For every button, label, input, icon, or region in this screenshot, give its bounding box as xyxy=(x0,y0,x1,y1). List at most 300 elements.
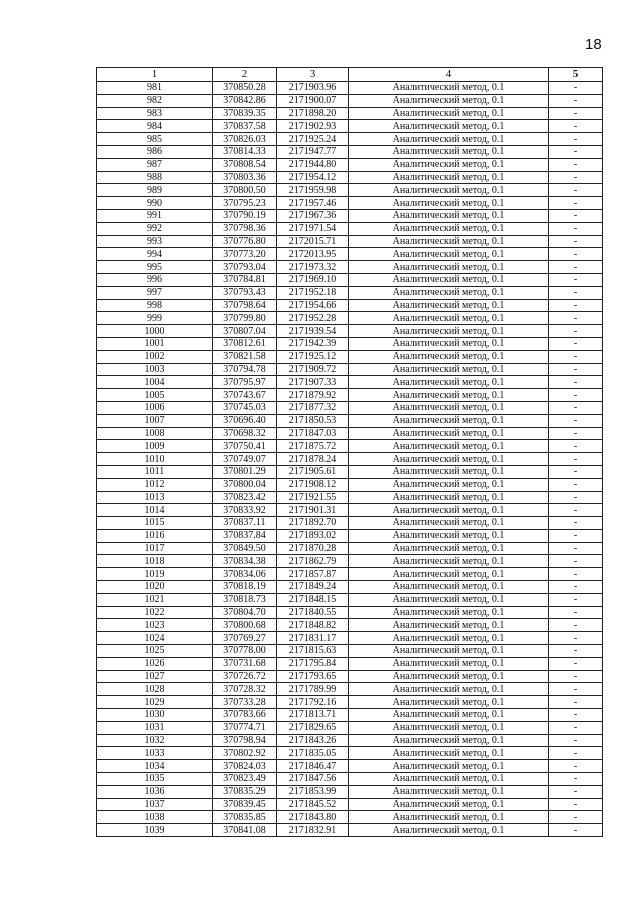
method-cell: Аналитический метод, 0.1 xyxy=(349,312,549,325)
error-cell: - xyxy=(549,555,603,568)
x-coordinate-cell: 370850.28 xyxy=(213,82,277,95)
error-cell: - xyxy=(549,760,603,773)
error-cell: - xyxy=(549,401,603,414)
y-coordinate-cell: 2171849.24 xyxy=(277,581,349,594)
x-coordinate-cell: 370834.38 xyxy=(213,555,277,568)
x-coordinate-cell: 370835.85 xyxy=(213,811,277,824)
method-cell: Аналитический метод, 0.1 xyxy=(349,606,549,619)
error-cell: - xyxy=(549,325,603,338)
y-coordinate-cell: 2171857.87 xyxy=(277,568,349,581)
method-cell: Аналитический метод, 0.1 xyxy=(349,517,549,530)
table-row xyxy=(97,133,603,146)
y-coordinate-cell: 2171973.32 xyxy=(277,261,349,274)
x-coordinate-cell: 370773.20 xyxy=(213,248,277,261)
method-cell: Аналитический метод, 0.1 xyxy=(349,414,549,427)
table-row xyxy=(97,683,603,696)
y-coordinate-cell: 2171878.24 xyxy=(277,453,349,466)
table-row xyxy=(97,312,603,325)
error-cell: - xyxy=(549,504,603,517)
method-cell: Аналитический метод, 0.1 xyxy=(349,376,549,389)
method-cell: Аналитический метод, 0.1 xyxy=(349,504,549,517)
table-row xyxy=(97,747,603,760)
error-cell: - xyxy=(549,312,603,325)
method-cell: Аналитический метод, 0.1 xyxy=(349,581,549,594)
method-cell: Аналитический метод, 0.1 xyxy=(349,478,549,491)
table-row xyxy=(97,325,603,338)
point-number-cell: 1026 xyxy=(97,657,213,670)
method-cell: Аналитический метод, 0.1 xyxy=(349,657,549,670)
point-number-cell: 1005 xyxy=(97,389,213,402)
x-coordinate-cell: 370795.97 xyxy=(213,376,277,389)
x-coordinate-cell: 370794.78 xyxy=(213,363,277,376)
method-cell: Аналитический метод, 0.1 xyxy=(349,158,549,171)
table-row xyxy=(97,478,603,491)
y-coordinate-cell: 2171954.12 xyxy=(277,171,349,184)
table-row xyxy=(97,389,603,402)
y-coordinate-cell: 2171845.52 xyxy=(277,798,349,811)
y-coordinate-cell: 2171848.15 xyxy=(277,593,349,606)
method-cell: Аналитический метод, 0.1 xyxy=(349,120,549,133)
method-cell: Аналитический метод, 0.1 xyxy=(349,235,549,248)
method-cell: Аналитический метод, 0.1 xyxy=(349,171,549,184)
method-cell: Аналитический метод, 0.1 xyxy=(349,145,549,158)
x-coordinate-cell: 370800.04 xyxy=(213,478,277,491)
method-cell: Аналитический метод, 0.1 xyxy=(349,619,549,632)
y-coordinate-cell: 2171847.56 xyxy=(277,773,349,786)
y-coordinate-cell: 2171835.05 xyxy=(277,747,349,760)
x-coordinate-cell: 370823.49 xyxy=(213,773,277,786)
point-number-cell: 984 xyxy=(97,120,213,133)
point-number-cell: 1027 xyxy=(97,670,213,683)
x-coordinate-cell: 370728.32 xyxy=(213,683,277,696)
table-row xyxy=(97,94,603,107)
x-coordinate-cell: 370783.66 xyxy=(213,709,277,722)
y-coordinate-cell: 2171957.46 xyxy=(277,197,349,210)
table-row xyxy=(97,299,603,312)
x-coordinate-cell: 370826.03 xyxy=(213,133,277,146)
x-coordinate-cell: 370776.80 xyxy=(213,235,277,248)
x-coordinate-cell: 370842.86 xyxy=(213,94,277,107)
method-cell: Аналитический метод, 0.1 xyxy=(349,350,549,363)
y-coordinate-cell: 2171843.26 xyxy=(277,734,349,747)
method-cell: Аналитический метод, 0.1 xyxy=(349,453,549,466)
x-coordinate-cell: 370798.36 xyxy=(213,222,277,235)
method-cell: Аналитический метод, 0.1 xyxy=(349,299,549,312)
point-number-cell: 982 xyxy=(97,94,213,107)
y-coordinate-cell: 2171862.79 xyxy=(277,555,349,568)
x-coordinate-cell: 370784.81 xyxy=(213,273,277,286)
x-coordinate-cell: 370698.32 xyxy=(213,427,277,440)
method-cell: Аналитический метод, 0.1 xyxy=(349,286,549,299)
table-row xyxy=(97,619,603,632)
x-coordinate-cell: 370774.71 xyxy=(213,721,277,734)
x-coordinate-cell: 370834.06 xyxy=(213,568,277,581)
point-number-cell: 987 xyxy=(97,158,213,171)
y-coordinate-cell: 2171971.54 xyxy=(277,222,349,235)
method-cell: Аналитический метод, 0.1 xyxy=(349,670,549,683)
x-coordinate-cell: 370790.19 xyxy=(213,209,277,222)
method-cell: Аналитический метод, 0.1 xyxy=(349,401,549,414)
error-cell: - xyxy=(549,171,603,184)
x-coordinate-cell: 370793.04 xyxy=(213,261,277,274)
table-row xyxy=(97,696,603,709)
x-coordinate-cell: 370769.27 xyxy=(213,632,277,645)
point-number-cell: 1008 xyxy=(97,427,213,440)
error-cell: - xyxy=(549,811,603,824)
point-number-cell: 1033 xyxy=(97,747,213,760)
point-number-cell: 989 xyxy=(97,184,213,197)
table-row xyxy=(97,555,603,568)
y-coordinate-cell: 2172015.71 xyxy=(277,235,349,248)
method-cell: Аналитический метод, 0.1 xyxy=(349,811,549,824)
table-row xyxy=(97,581,603,594)
y-coordinate-cell: 2171848.82 xyxy=(277,619,349,632)
error-cell: - xyxy=(549,657,603,670)
method-cell: Аналитический метод, 0.1 xyxy=(349,248,549,261)
table-row xyxy=(97,209,603,222)
table-row xyxy=(97,491,603,504)
method-cell: Аналитический метод, 0.1 xyxy=(349,645,549,658)
method-cell: Аналитический метод, 0.1 xyxy=(349,133,549,146)
x-coordinate-cell: 370733.28 xyxy=(213,696,277,709)
y-coordinate-cell: 2171908.12 xyxy=(277,478,349,491)
x-coordinate-cell: 370803.36 xyxy=(213,171,277,184)
y-coordinate-cell: 2171831.17 xyxy=(277,632,349,645)
x-coordinate-cell: 370801.29 xyxy=(213,465,277,478)
error-cell: - xyxy=(549,133,603,146)
table-row xyxy=(97,235,603,248)
point-number-cell: 1017 xyxy=(97,542,213,555)
x-coordinate-cell: 370812.61 xyxy=(213,337,277,350)
point-number-cell: 995 xyxy=(97,261,213,274)
error-cell: - xyxy=(549,350,603,363)
table-row xyxy=(97,760,603,773)
x-coordinate-cell: 370814.33 xyxy=(213,145,277,158)
point-number-cell: 1031 xyxy=(97,721,213,734)
table-row xyxy=(97,363,603,376)
y-coordinate-cell: 2171959.98 xyxy=(277,184,349,197)
y-coordinate-cell: 2171903.96 xyxy=(277,82,349,95)
point-number-cell: 985 xyxy=(97,133,213,146)
method-cell: Аналитический метод, 0.1 xyxy=(349,760,549,773)
x-coordinate-cell: 370745.03 xyxy=(213,401,277,414)
error-cell: - xyxy=(549,440,603,453)
error-cell: - xyxy=(549,94,603,107)
header-cell-4: 4 xyxy=(349,68,549,82)
table-row xyxy=(97,107,603,120)
header-cell-2: 2 xyxy=(213,68,277,82)
x-coordinate-cell: 370804.70 xyxy=(213,606,277,619)
error-cell: - xyxy=(549,248,603,261)
table-body xyxy=(97,82,603,837)
table-row xyxy=(97,657,603,670)
x-coordinate-cell: 370726.72 xyxy=(213,670,277,683)
x-coordinate-cell: 370835.29 xyxy=(213,785,277,798)
method-cell: Аналитический метод, 0.1 xyxy=(349,222,549,235)
method-cell: Аналитический метод, 0.1 xyxy=(349,465,549,478)
table-row xyxy=(97,606,603,619)
x-coordinate-cell: 370818.73 xyxy=(213,593,277,606)
point-number-cell: 1019 xyxy=(97,568,213,581)
table-row xyxy=(97,465,603,478)
method-cell: Аналитический метод, 0.1 xyxy=(349,325,549,338)
point-number-cell: 1018 xyxy=(97,555,213,568)
y-coordinate-cell: 2171870.28 xyxy=(277,542,349,555)
point-number-cell: 998 xyxy=(97,299,213,312)
x-coordinate-cell: 370731.68 xyxy=(213,657,277,670)
table-row xyxy=(97,273,603,286)
y-coordinate-cell: 2171907.33 xyxy=(277,376,349,389)
x-coordinate-cell: 370837.84 xyxy=(213,529,277,542)
table-row xyxy=(97,337,603,350)
error-cell: - xyxy=(549,529,603,542)
y-coordinate-cell: 2171898.20 xyxy=(277,107,349,120)
y-coordinate-cell: 2171795.84 xyxy=(277,657,349,670)
table-row xyxy=(97,82,603,95)
y-coordinate-cell: 2171815.63 xyxy=(277,645,349,658)
header-cell-1: 1 xyxy=(97,68,213,82)
method-cell: Аналитический метод, 0.1 xyxy=(349,747,549,760)
point-number-cell: 1022 xyxy=(97,606,213,619)
y-coordinate-cell: 2171925.24 xyxy=(277,133,349,146)
x-coordinate-cell: 370837.58 xyxy=(213,120,277,133)
table-row xyxy=(97,568,603,581)
point-number-cell: 1000 xyxy=(97,325,213,338)
y-coordinate-cell: 2171792.16 xyxy=(277,696,349,709)
y-coordinate-cell: 2171947.77 xyxy=(277,145,349,158)
x-coordinate-cell: 370807.04 xyxy=(213,325,277,338)
y-coordinate-cell: 2171847.03 xyxy=(277,427,349,440)
table-row xyxy=(97,504,603,517)
point-number-cell: 1012 xyxy=(97,478,213,491)
x-coordinate-cell: 370799.80 xyxy=(213,312,277,325)
error-cell: - xyxy=(549,337,603,350)
error-cell: - xyxy=(549,299,603,312)
method-cell: Аналитический метод, 0.1 xyxy=(349,184,549,197)
point-number-cell: 1039 xyxy=(97,824,213,837)
table-row xyxy=(97,184,603,197)
error-cell: - xyxy=(549,222,603,235)
point-number-cell: 992 xyxy=(97,222,213,235)
point-number-cell: 1004 xyxy=(97,376,213,389)
y-coordinate-cell: 2171840.55 xyxy=(277,606,349,619)
method-cell: Аналитический метод, 0.1 xyxy=(349,197,549,210)
x-coordinate-cell: 370793.43 xyxy=(213,286,277,299)
method-cell: Аналитический метод, 0.1 xyxy=(349,568,549,581)
error-cell: - xyxy=(549,721,603,734)
error-cell: - xyxy=(549,606,603,619)
x-coordinate-cell: 370823.42 xyxy=(213,491,277,504)
error-cell: - xyxy=(549,645,603,658)
error-cell: - xyxy=(549,261,603,274)
x-coordinate-cell: 370800.50 xyxy=(213,184,277,197)
table-row xyxy=(97,670,603,683)
table-row xyxy=(97,158,603,171)
table-row xyxy=(97,632,603,645)
y-coordinate-cell: 2171905.61 xyxy=(277,465,349,478)
x-coordinate-cell: 370833.92 xyxy=(213,504,277,517)
table-row xyxy=(97,350,603,363)
table-row xyxy=(97,427,603,440)
x-coordinate-cell: 370837.11 xyxy=(213,517,277,530)
error-cell: - xyxy=(549,376,603,389)
table-row xyxy=(97,734,603,747)
point-number-cell: 1034 xyxy=(97,760,213,773)
x-coordinate-cell: 370802.92 xyxy=(213,747,277,760)
table-row xyxy=(97,376,603,389)
table-row xyxy=(97,145,603,158)
method-cell: Аналитический метод, 0.1 xyxy=(349,824,549,837)
y-coordinate-cell: 2171846.47 xyxy=(277,760,349,773)
method-cell: Аналитический метод, 0.1 xyxy=(349,389,549,402)
table-row xyxy=(97,120,603,133)
point-number-cell: 1035 xyxy=(97,773,213,786)
table-row xyxy=(97,401,603,414)
error-cell: - xyxy=(549,235,603,248)
y-coordinate-cell: 2171944.80 xyxy=(277,158,349,171)
point-number-cell: 1028 xyxy=(97,683,213,696)
point-number-cell: 999 xyxy=(97,312,213,325)
point-number-cell: 1024 xyxy=(97,632,213,645)
point-number-cell: 1009 xyxy=(97,440,213,453)
error-cell: - xyxy=(549,683,603,696)
y-coordinate-cell: 2171939.54 xyxy=(277,325,349,338)
error-cell: - xyxy=(549,363,603,376)
y-coordinate-cell: 2171879.92 xyxy=(277,389,349,402)
table-row xyxy=(97,645,603,658)
method-cell: Аналитический метод, 0.1 xyxy=(349,555,549,568)
point-number-cell: 1013 xyxy=(97,491,213,504)
method-cell: Аналитический метод, 0.1 xyxy=(349,337,549,350)
point-number-cell: 988 xyxy=(97,171,213,184)
point-number-cell: 991 xyxy=(97,209,213,222)
method-cell: Аналитический метод, 0.1 xyxy=(349,491,549,504)
point-number-cell: 1037 xyxy=(97,798,213,811)
error-cell: - xyxy=(549,197,603,210)
x-coordinate-cell: 370778.00 xyxy=(213,645,277,658)
header-cell-3: 3 xyxy=(277,68,349,82)
y-coordinate-cell: 2171952.18 xyxy=(277,286,349,299)
method-cell: Аналитический метод, 0.1 xyxy=(349,363,549,376)
y-coordinate-cell: 2171892.70 xyxy=(277,517,349,530)
table-row xyxy=(97,709,603,722)
error-cell: - xyxy=(549,158,603,171)
point-number-cell: 983 xyxy=(97,107,213,120)
table-row xyxy=(97,414,603,427)
method-cell: Аналитический метод, 0.1 xyxy=(349,721,549,734)
y-coordinate-cell: 2171832.91 xyxy=(277,824,349,837)
error-cell: - xyxy=(549,120,603,133)
error-cell: - xyxy=(549,696,603,709)
method-cell: Аналитический метод, 0.1 xyxy=(349,273,549,286)
table-row xyxy=(97,542,603,555)
method-cell: Аналитический метод, 0.1 xyxy=(349,773,549,786)
table-row xyxy=(97,453,603,466)
error-cell: - xyxy=(549,785,603,798)
point-number-cell: 997 xyxy=(97,286,213,299)
error-cell: - xyxy=(549,209,603,222)
error-cell: - xyxy=(549,286,603,299)
error-cell: - xyxy=(549,107,603,120)
point-number-cell: 981 xyxy=(97,82,213,95)
y-coordinate-cell: 2171850.53 xyxy=(277,414,349,427)
error-cell: - xyxy=(549,568,603,581)
y-coordinate-cell: 2171901.31 xyxy=(277,504,349,517)
y-coordinate-cell: 2171942.39 xyxy=(277,337,349,350)
method-cell: Аналитический метод, 0.1 xyxy=(349,709,549,722)
x-coordinate-cell: 370750.41 xyxy=(213,440,277,453)
point-number-cell: 1020 xyxy=(97,581,213,594)
method-cell: Аналитический метод, 0.1 xyxy=(349,632,549,645)
method-cell: Аналитический метод, 0.1 xyxy=(349,798,549,811)
table-row xyxy=(97,222,603,235)
method-cell: Аналитический метод, 0.1 xyxy=(349,107,549,120)
x-coordinate-cell: 370795.23 xyxy=(213,197,277,210)
x-coordinate-cell: 370824.03 xyxy=(213,760,277,773)
table-row xyxy=(97,197,603,210)
point-number-cell: 1032 xyxy=(97,734,213,747)
method-cell: Аналитический метод, 0.1 xyxy=(349,440,549,453)
x-coordinate-cell: 370749.07 xyxy=(213,453,277,466)
error-cell: - xyxy=(549,670,603,683)
error-cell: - xyxy=(549,184,603,197)
method-cell: Аналитический метод, 0.1 xyxy=(349,94,549,107)
point-number-cell: 994 xyxy=(97,248,213,261)
y-coordinate-cell: 2171969.10 xyxy=(277,273,349,286)
error-cell: - xyxy=(549,453,603,466)
x-coordinate-cell: 370798.64 xyxy=(213,299,277,312)
error-cell: - xyxy=(549,273,603,286)
error-cell: - xyxy=(549,427,603,440)
method-cell: Аналитический метод, 0.1 xyxy=(349,683,549,696)
point-number-cell: 1025 xyxy=(97,645,213,658)
error-cell: - xyxy=(549,389,603,402)
point-number-cell: 1030 xyxy=(97,709,213,722)
x-coordinate-cell: 370743.67 xyxy=(213,389,277,402)
table-row xyxy=(97,261,603,274)
method-cell: Аналитический метод, 0.1 xyxy=(349,82,549,95)
y-coordinate-cell: 2171843.80 xyxy=(277,811,349,824)
y-coordinate-cell: 2171909.72 xyxy=(277,363,349,376)
point-number-cell: 1021 xyxy=(97,593,213,606)
method-cell: Аналитический метод, 0.1 xyxy=(349,427,549,440)
x-coordinate-cell: 370800.68 xyxy=(213,619,277,632)
point-number-cell: 1029 xyxy=(97,696,213,709)
point-number-cell: 1014 xyxy=(97,504,213,517)
table-row xyxy=(97,773,603,786)
error-cell: - xyxy=(549,465,603,478)
y-coordinate-cell: 2171921.55 xyxy=(277,491,349,504)
point-number-cell: 1015 xyxy=(97,517,213,530)
point-number-cell: 1006 xyxy=(97,401,213,414)
y-coordinate-cell: 2171925.12 xyxy=(277,350,349,363)
table-row xyxy=(97,811,603,824)
point-number-cell: 1036 xyxy=(97,785,213,798)
header-cell-5: 5 xyxy=(549,68,603,82)
y-coordinate-cell: 2171952.28 xyxy=(277,312,349,325)
table-row xyxy=(97,824,603,837)
error-cell: - xyxy=(549,491,603,504)
point-number-cell: 1038 xyxy=(97,811,213,824)
y-coordinate-cell: 2171967.36 xyxy=(277,209,349,222)
y-coordinate-cell: 2171877.32 xyxy=(277,401,349,414)
y-coordinate-cell: 2171793.65 xyxy=(277,670,349,683)
method-cell: Аналитический метод, 0.1 xyxy=(349,696,549,709)
error-cell: - xyxy=(549,581,603,594)
error-cell: - xyxy=(549,619,603,632)
y-coordinate-cell: 2171893.02 xyxy=(277,529,349,542)
y-coordinate-cell: 2171829.65 xyxy=(277,721,349,734)
